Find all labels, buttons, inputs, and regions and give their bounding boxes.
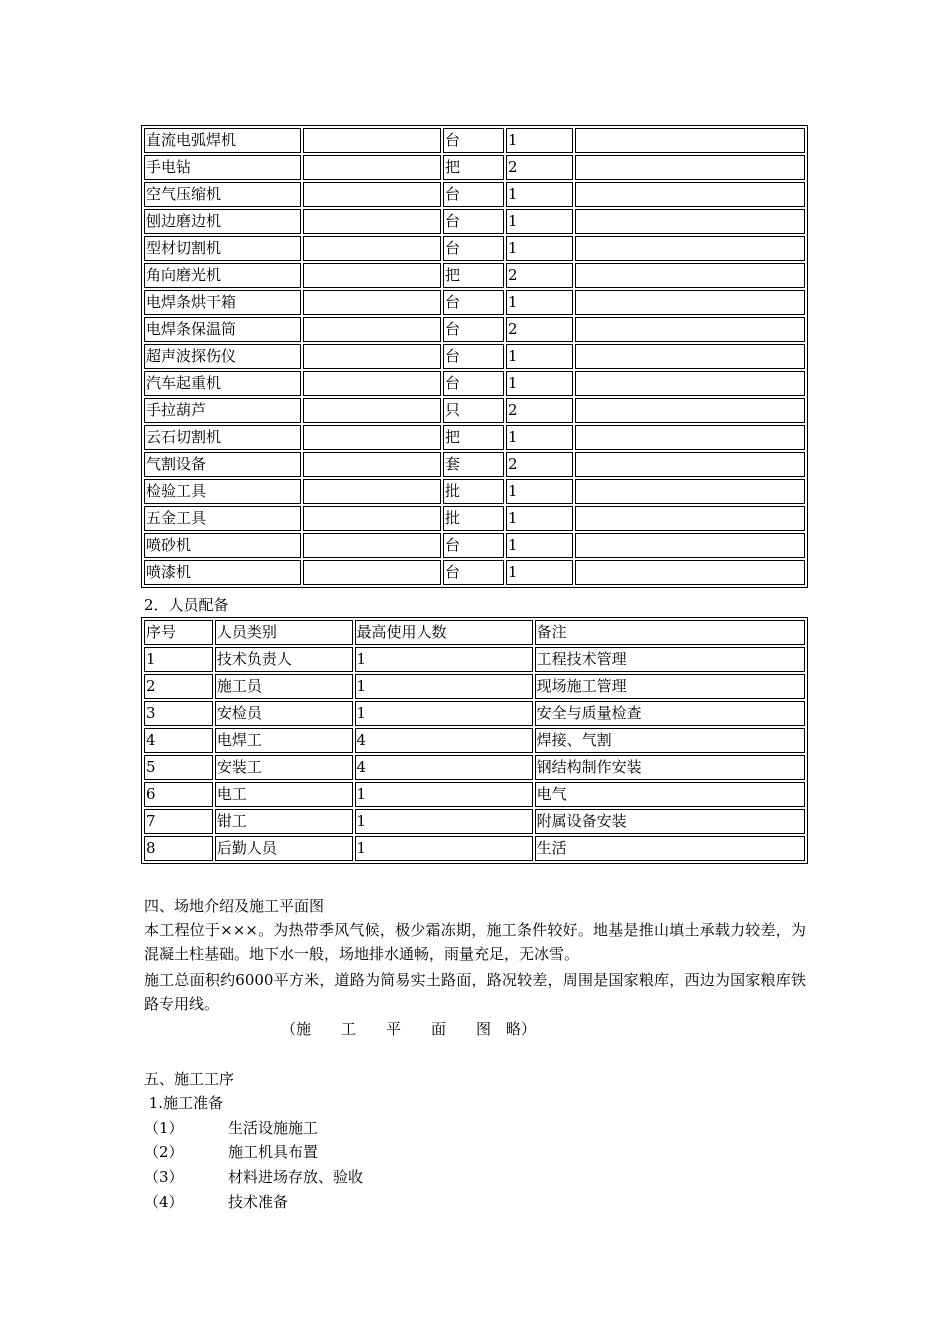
staff-note-cell: 工程技术管理	[535, 647, 805, 672]
section4-para1: 本工程位于×××。为热带季风气候，极少霜冻期，施工条件较好。地基是推山填土承载力较差，为混凝土柱基础。地下水一般，场地排水通畅，雨量充足，无冰雪。	[144, 921, 806, 963]
equipment-name-cell: 角向磨光机	[144, 263, 301, 288]
equipment-name-cell: 五金工具	[144, 506, 301, 531]
equipment-qty-cell: 1	[506, 479, 573, 504]
equipment-spec-cell	[303, 236, 441, 261]
equipment-spec-cell	[303, 182, 441, 207]
staff-count-cell: 1	[355, 701, 533, 726]
staff-type-cell: 技术负责人	[215, 647, 353, 672]
equipment-row	[144, 290, 805, 315]
header-cell-no: 序号	[144, 620, 213, 645]
staff-table-body	[144, 620, 805, 861]
equipment-note-cell	[575, 533, 805, 558]
equipment-unit-cell: 把	[443, 155, 504, 180]
equipment-name-cell: 手拉葫芦	[144, 398, 301, 423]
equipment-qty-cell: 1	[506, 236, 573, 261]
staff-no-cell: 3	[144, 701, 213, 726]
equipment-note-cell	[575, 155, 805, 180]
equipment-qty-cell: 2	[506, 317, 573, 342]
equipment-name-cell: 电焊条保温筒	[144, 317, 301, 342]
equipment-unit-cell: 台	[443, 182, 504, 207]
staff-count-cell: 4	[355, 755, 533, 780]
staff-count-cell: 4	[355, 728, 533, 753]
equipment-unit-cell: 台	[443, 344, 504, 369]
staff-note-cell: 现场施工管理	[535, 674, 805, 699]
staff-type-cell: 安检员	[215, 701, 353, 726]
equipment-row	[144, 425, 805, 450]
equipment-note-cell	[575, 452, 805, 477]
equipment-spec-cell	[303, 506, 441, 531]
equipment-qty-cell: 2	[506, 452, 573, 477]
equipment-spec-cell	[303, 371, 441, 396]
staff-row	[144, 755, 805, 780]
equipment-note-cell	[575, 479, 805, 504]
equipment-row	[144, 371, 805, 396]
staff-type-cell: 安装工	[215, 755, 353, 780]
equipment-qty-cell: 2	[506, 263, 573, 288]
equipment-row	[144, 533, 805, 558]
equipment-note-cell	[575, 263, 805, 288]
equipment-qty-cell: 2	[506, 398, 573, 423]
staff-no-cell: 4	[144, 728, 213, 753]
staff-no-cell: 6	[144, 782, 213, 807]
equipment-qty-cell: 2	[506, 155, 573, 180]
equipment-qty-cell: 1	[506, 371, 573, 396]
equipment-row	[144, 236, 805, 261]
section5-sub1: 1.施工准备	[144, 1094, 224, 1112]
equipment-spec-cell	[303, 533, 441, 558]
equipment-name-cell: 直流电弧焊机	[144, 128, 301, 153]
equipment-unit-cell: 把	[443, 425, 504, 450]
equipment-spec-cell	[303, 128, 441, 153]
staff-row	[144, 728, 805, 753]
section4-title: 四、场地介绍及施工平面图	[144, 897, 325, 915]
equipment-spec-cell	[303, 398, 441, 423]
equipment-row	[144, 344, 805, 369]
equipment-spec-cell	[303, 209, 441, 234]
header-cell-note: 备注	[535, 620, 805, 645]
equipment-note-cell	[575, 344, 805, 369]
equipment-qty-cell: 1	[506, 344, 573, 369]
equipment-spec-cell	[303, 263, 441, 288]
header-cell-type: 人员类别	[215, 620, 353, 645]
equipment-unit-cell: 批	[443, 506, 504, 531]
equipment-row	[144, 452, 805, 477]
equipment-row	[144, 479, 805, 504]
staff-row	[144, 701, 805, 726]
staff-count-cell: 1	[355, 782, 533, 807]
equipment-row	[144, 182, 805, 207]
equipment-unit-cell: 台	[443, 236, 504, 261]
equipment-unit-cell: 套	[443, 452, 504, 477]
equipment-name-cell: 气割设备	[144, 452, 301, 477]
staff-row	[144, 782, 805, 807]
equipment-row	[144, 155, 805, 180]
equipment-unit-cell: 台	[443, 533, 504, 558]
staff-table	[141, 617, 808, 864]
equipment-note-cell	[575, 182, 805, 207]
equipment-row	[144, 209, 805, 234]
equipment-unit-cell: 台	[443, 290, 504, 315]
equipment-note-cell	[575, 317, 805, 342]
staff-count-cell: 1	[355, 809, 533, 834]
equipment-row	[144, 560, 805, 585]
equipment-row	[144, 263, 805, 288]
equipment-name-cell: 云石切割机	[144, 425, 301, 450]
equipment-row	[144, 317, 805, 342]
staff-type-cell: 施工员	[215, 674, 353, 699]
staff-type-cell: 电焊工	[215, 728, 353, 753]
equipment-name-cell: 喷漆机	[144, 560, 301, 585]
equipment-unit-cell: 台	[443, 560, 504, 585]
equipment-qty-cell: 1	[506, 290, 573, 315]
staff-note-cell: 生活	[535, 836, 805, 861]
staff-count-cell: 1	[355, 647, 533, 672]
equipment-spec-cell	[303, 560, 441, 585]
equipment-note-cell	[575, 506, 805, 531]
step-row-3	[144, 1165, 363, 1189]
equipment-name-cell: 型材切割机	[144, 236, 301, 261]
equipment-unit-cell: 台	[443, 317, 504, 342]
equipment-unit-cell: 台	[443, 371, 504, 396]
staff-no-cell: 1	[144, 647, 213, 672]
equipment-qty-cell: 1	[506, 182, 573, 207]
equipment-name-cell: 空气压缩机	[144, 182, 301, 207]
staff-row	[144, 647, 805, 672]
staff-row	[144, 809, 805, 834]
equipment-spec-cell	[303, 479, 441, 504]
equipment-qty-cell: 1	[506, 506, 573, 531]
equipment-spec-cell	[303, 155, 441, 180]
step-number: （1）	[144, 1119, 184, 1137]
step-text: 技术准备	[228, 1193, 289, 1211]
equipment-note-cell	[575, 425, 805, 450]
equipment-note-cell	[575, 236, 805, 261]
equipment-note-cell	[575, 371, 805, 396]
step-number: （2）	[144, 1143, 184, 1161]
equipment-name-cell: 超声波探伤仪	[144, 344, 301, 369]
equipment-unit-cell: 台	[443, 128, 504, 153]
step-text: 施工机具布置	[228, 1143, 319, 1161]
equipment-note-cell	[575, 560, 805, 585]
staff-header-row	[144, 620, 805, 645]
equipment-qty-cell: 1	[506, 209, 573, 234]
equipment-unit-cell: 只	[443, 398, 504, 423]
step-text: 材料进场存放、验收	[228, 1168, 364, 1186]
equipment-table-body	[144, 128, 805, 585]
step-number: （4）	[144, 1193, 184, 1211]
staff-heading: 2．人员配备	[144, 596, 229, 614]
section5-title: 五、施工工序	[144, 1070, 235, 1088]
staff-row	[144, 836, 805, 861]
staff-note-cell: 电气	[535, 782, 805, 807]
equipment-unit-cell: 把	[443, 263, 504, 288]
equipment-table	[141, 125, 808, 588]
header-cell-count: 最高使用人数	[355, 620, 533, 645]
equipment-spec-cell	[303, 317, 441, 342]
equipment-note-cell	[575, 128, 805, 153]
step-row-4	[144, 1190, 288, 1214]
equipment-name-cell: 手电钻	[144, 155, 301, 180]
equipment-note-cell	[575, 209, 805, 234]
equipment-name-cell: 汽车起重机	[144, 371, 301, 396]
staff-type-cell: 后勤人员	[215, 836, 353, 861]
equipment-unit-cell: 批	[443, 479, 504, 504]
plan-note: （施 工 平 面 图 略）	[281, 1020, 537, 1038]
equipment-qty-cell: 1	[506, 533, 573, 558]
staff-no-cell: 5	[144, 755, 213, 780]
equipment-row	[144, 128, 805, 153]
equipment-qty-cell: 1	[506, 560, 573, 585]
staff-no-cell: 2	[144, 674, 213, 699]
equipment-qty-cell: 1	[506, 128, 573, 153]
equipment-note-cell	[575, 290, 805, 315]
equipment-spec-cell	[303, 290, 441, 315]
equipment-row	[144, 398, 805, 423]
step-number: （3）	[144, 1168, 184, 1186]
equipment-unit-cell: 台	[443, 209, 504, 234]
staff-no-cell: 7	[144, 809, 213, 834]
staff-note-cell: 安全与质量检查	[535, 701, 805, 726]
step-row-2	[144, 1140, 318, 1164]
equipment-spec-cell	[303, 452, 441, 477]
equipment-name-cell: 喷砂机	[144, 533, 301, 558]
equipment-spec-cell	[303, 344, 441, 369]
staff-count-cell: 1	[355, 836, 533, 861]
equipment-name-cell: 电焊条烘干箱	[144, 290, 301, 315]
staff-note-cell: 附属设备安装	[535, 809, 805, 834]
equipment-qty-cell: 1	[506, 425, 573, 450]
staff-row	[144, 674, 805, 699]
staff-note-cell: 焊接、气割	[535, 728, 805, 753]
equipment-note-cell	[575, 398, 805, 423]
step-row-1	[144, 1116, 318, 1140]
section4-para2: 施工总面积约6000平方米，道路为简易实土路面，路况较差，周围是国家粮库，西边为国家粮库铁路专用线。	[144, 971, 806, 1013]
step-text: 生活设施施工	[228, 1119, 319, 1137]
equipment-spec-cell	[303, 425, 441, 450]
equipment-name-cell: 刨边磨边机	[144, 209, 301, 234]
staff-type-cell: 电工	[215, 782, 353, 807]
staff-no-cell: 8	[144, 836, 213, 861]
staff-note-cell: 钢结构制作安装	[535, 755, 805, 780]
staff-count-cell: 1	[355, 674, 533, 699]
equipment-name-cell: 检验工具	[144, 479, 301, 504]
equipment-row	[144, 506, 805, 531]
staff-type-cell: 钳工	[215, 809, 353, 834]
